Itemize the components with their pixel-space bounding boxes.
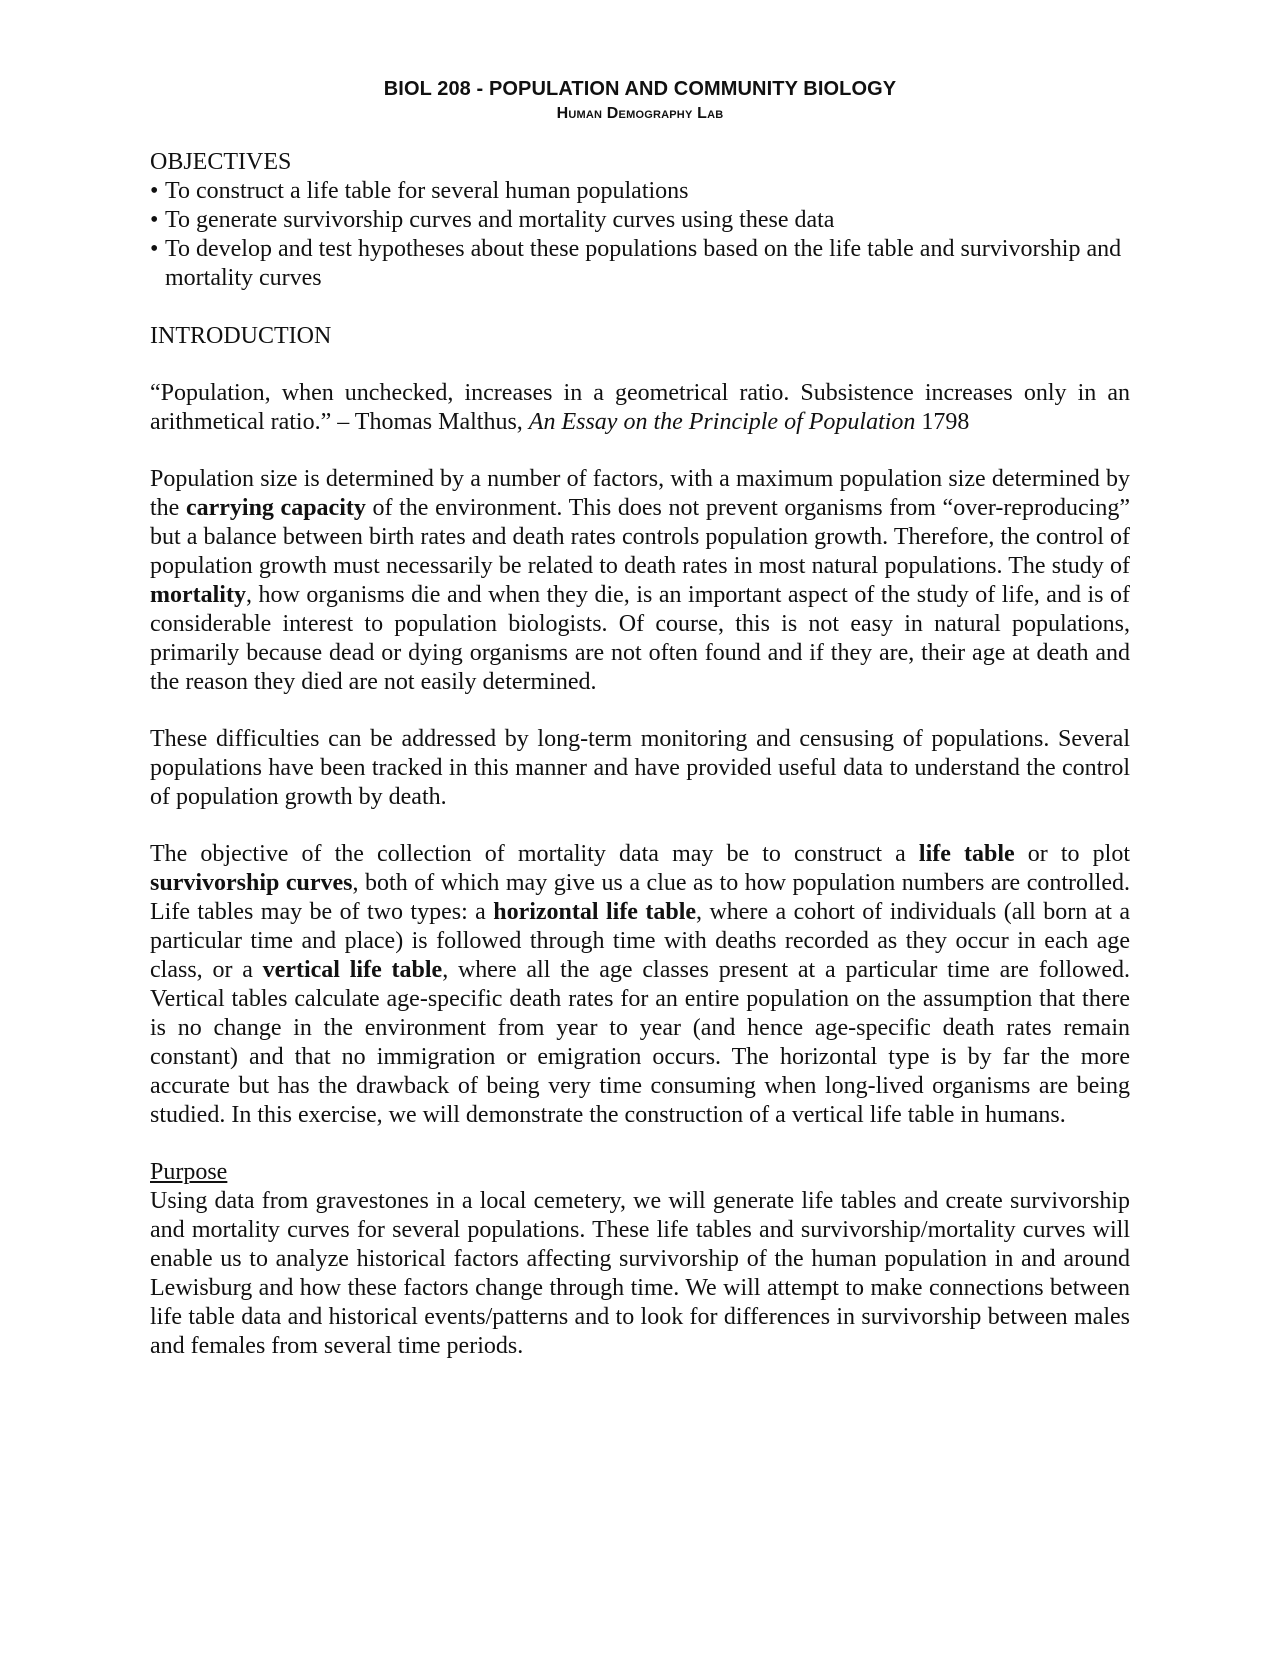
purpose-paragraph: Using data from gravestones in a local cemetery, we will generate life tables and create survivorship and mortality curves for several populations. These life tables and survivorship/mortality curves will enable us to analyze historical factors affecting survivorship of the human population in and around Lewisburg and how these factors change through time. We will attempt to make connections between life table data and historical events/patterns and to look for differences in survivorship between males and females from several time periods. <box>150 1188 1130 1359</box>
intro-paragraph-3 <box>150 840 1130 1130</box>
introduction-heading: INTRODUCTION <box>150 323 332 349</box>
lab-title: Human Demography Lab <box>556 105 724 122</box>
intro-paragraph-1 <box>150 465 1130 697</box>
bullet-icon: • <box>150 178 159 204</box>
title-block <box>150 76 1130 126</box>
intro-paragraph-2: These difficulties can be addressed by long-term monitoring and censusing of populations. Several populations have been tracked in this manner and have provided useful data to understand the control of population growth by death. <box>150 726 1130 810</box>
paragraph-text: Population size is determined by a number of factors, with a maximum population size determined by the <box>150 466 1130 521</box>
objective-text: To construct a life table for several human populations <box>165 178 689 204</box>
paragraph-text: , how organisms die and when they die, is an important aspect of the study of life, and is of considerable interest to population biologists. Of course, this is not easy in natural populations, primarily because dead or dying organisms are not often found and if they are, their age at death and the reason they died are not easily determined. <box>150 582 1130 695</box>
list-item <box>150 177 1130 206</box>
objective-text: To develop and test hypotheses about these populations based on the life table and survivorship and mortality curves <box>165 236 1122 291</box>
document-page <box>150 76 1130 1361</box>
paragraph-text: of the environment. This does not prevent organisms from “over-reproducing” but a balance between birth rates and death rates controls population growth. Therefore, the control of population growth must necessarily be related to death rates in most natural populations. The study of <box>150 495 1130 579</box>
term-carrying-capacity: carrying capacity <box>185 495 366 521</box>
list-item <box>150 235 1130 293</box>
paragraph-text: , where a cohort of individuals (all born at a particular time and place) is followed through time with deaths recorded as they occur in each age class, or a <box>150 899 1130 983</box>
quote-text: “Population, when unchecked, increases in a geometrical ratio. Subsistence increases only in an arithmetical ratio.” – Thomas Malthus, <box>150 380 1130 435</box>
quote-year: 1798 <box>915 409 970 435</box>
bullet-icon: • <box>150 207 159 233</box>
objectives-list <box>150 177 1130 293</box>
course-title: BIOL 208 - POPULATION AND COMMUNITY BIOLOGY <box>383 78 897 100</box>
book-title: An Essay on the Principle of Population <box>528 409 916 435</box>
term-mortality: mortality <box>150 582 246 608</box>
malthus-quote <box>150 379 1130 437</box>
purpose-heading <box>150 1158 1130 1187</box>
term-survivorship-curves: survivorship curves <box>150 870 353 896</box>
list-item <box>150 206 1130 235</box>
objectives-heading: OBJECTIVES <box>150 149 292 175</box>
paragraph-text: , where all the age classes present at a particular time are followed. Vertical tables calculate age-specific death rates for an entire population on the assumption that there is no change in the environment from year to year (and hence age-specific death rates remain constant) and that no immigration or emigration occurs. The horizontal type is by far the more accurate but has the drawback of being very time consuming when long-lived organisms are being studied. In this exercise, we will demonstrate the construction of a vertical life table in humans. <box>150 957 1131 1128</box>
purpose-heading-text: Purpose <box>150 1159 228 1185</box>
bullet-icon: • <box>150 236 159 262</box>
term-vertical-life-table: vertical life table <box>262 957 443 983</box>
paragraph-text: The objective of the collection of mortality data may be to construct a <box>150 841 919 867</box>
objective-text: To generate survivorship curves and mortality curves using these data <box>165 207 835 233</box>
paragraph-text: or to plot <box>1014 841 1131 867</box>
term-life-table: life table <box>918 841 1015 867</box>
paragraph-text: , both of which may give us a clue as to how population numbers are controlled. Life tables may be of two types: a <box>150 870 1130 925</box>
term-horizontal-life-table: horizontal life table <box>493 899 697 925</box>
